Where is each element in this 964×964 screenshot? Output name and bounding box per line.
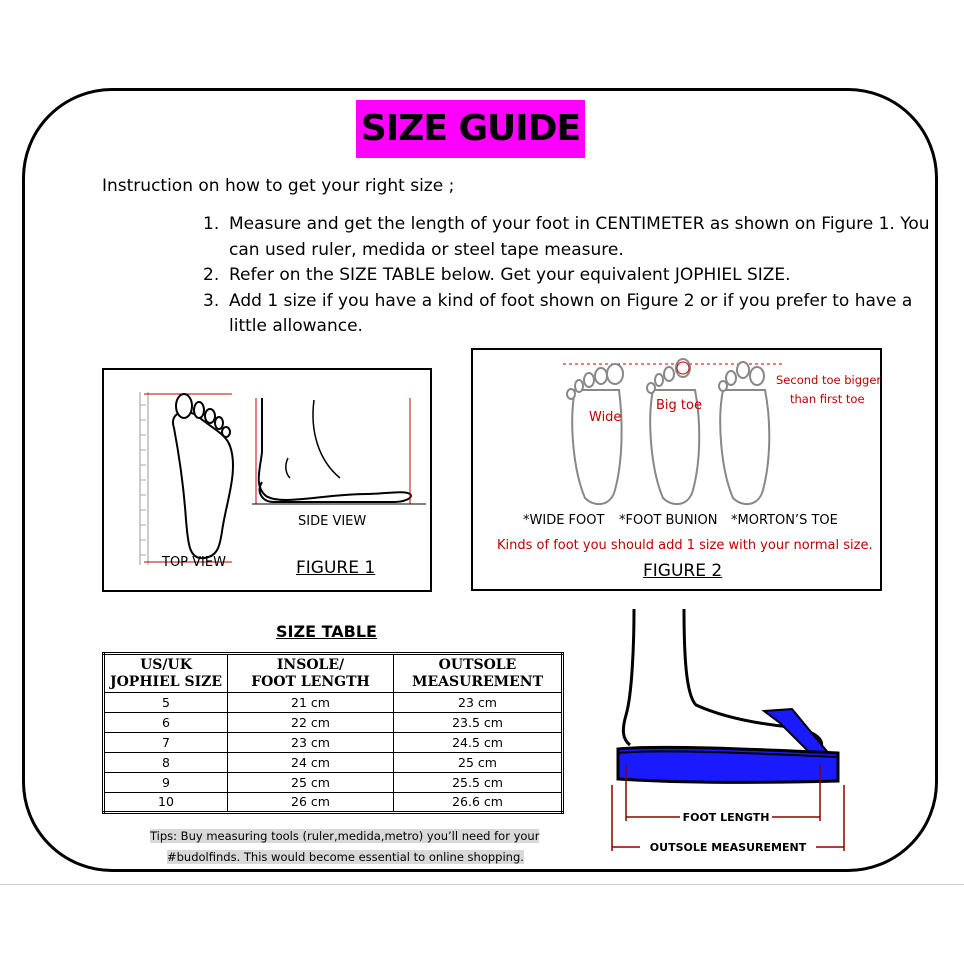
wide-label: Wide: [589, 410, 622, 425]
intro-text: Instruction on how to get your right size ;: [102, 176, 455, 196]
divider: [0, 884, 964, 885]
size-table: [102, 652, 564, 814]
column-header: INSOLE/ FOOT LENGTH: [228, 654, 394, 693]
bunion-foot-type: *FOOT BUNION: [619, 513, 718, 528]
wide-foot-type: *WIDE FOOT: [523, 513, 605, 528]
top-view-foot-icon: [173, 394, 233, 558]
figure-1-caption: FIGURE 1: [296, 558, 376, 578]
table-row: 8 24 cm 25 cm: [104, 753, 563, 773]
second-toe-label-2: than first toe: [790, 392, 865, 406]
step-item: 2. Refer on the SIZE TABLE below. Get your equivalent JOPHIEL SIZE.: [203, 265, 791, 285]
outsole-measurement-label: OUTSOLE MEASUREMENT: [649, 841, 807, 854]
top-view-label: TOP VIEW: [162, 555, 226, 570]
ruler-icon: [140, 392, 148, 565]
instruction-steps: [203, 212, 933, 340]
big-toe-label: Big toe: [656, 398, 702, 413]
page-title: SIZE GUIDE: [356, 100, 585, 158]
step-item: 1. Measure and get the length of your foot in CENTIMETER as shown on Figure 1. You can used ruler, medida or steel tape measure.: [203, 214, 930, 260]
table-row: 7 23 cm 24.5 cm: [104, 733, 563, 753]
table-row: 6 22 cm 23.5 cm: [104, 713, 563, 733]
column-header: OUTSOLE MEASUREMENT: [394, 654, 563, 693]
figure-2-note: Kinds of foot you should add 1 size with your normal size.: [497, 538, 873, 553]
foot-measure-illustration: [104, 370, 430, 590]
figure-1: [102, 368, 432, 592]
second-toe-label-1: Second toe bigger: [776, 373, 882, 387]
mortons-toe-type: *MORTON’S TOE: [731, 513, 838, 528]
step-text: Add 1 size if you have a kind of foot shown on Figure 2 or if you prefer to have a little allowance.: [229, 290, 913, 336]
tips-line-2: #budolfinds. This would become essential to online shopping.: [167, 850, 524, 864]
foot-length-label: FOOT LENGTH: [682, 811, 770, 824]
size-table-title: SIZE TABLE: [276, 622, 377, 641]
wide-foot-icon: [567, 364, 623, 504]
tips-line-1: Tips: Buy measuring tools (ruler,medida,metro) you’ll need for your: [150, 829, 540, 843]
figure-2: [471, 348, 882, 591]
mortons-toe-foot-icon: [719, 362, 769, 504]
column-header: US/UK JOPHIEL SIZE: [104, 654, 228, 693]
tips-note: [150, 826, 539, 868]
sandal-sole-icon: [618, 747, 838, 782]
sandal-strap-icon: [764, 709, 830, 755]
step-text: Refer on the SIZE TABLE below. Get your equivalent JOPHIEL SIZE.: [229, 265, 791, 285]
side-view-label: SIDE VIEW: [298, 514, 367, 529]
step-item: 3. Add 1 size if you have a kind of foot shown on Figure 2 or if you prefer to have a little allowance.: [203, 290, 913, 336]
side-view-foot-icon: [259, 398, 411, 502]
table-row: 5 21 cm 23 cm: [104, 693, 563, 713]
table-row: 10 26 cm 26.6 cm: [104, 793, 563, 813]
figure-2-caption: FIGURE 2: [643, 561, 723, 581]
table-row: 9 25 cm 25.5 cm: [104, 773, 563, 793]
bunion-foot-icon: [647, 359, 699, 504]
table-header-row: [104, 654, 563, 693]
sandal-measurement-diagram: [600, 605, 850, 860]
step-text: Measure and get the length of your foot in CENTIMETER as shown on Figure 1. You can used ruler, medida or steel tape measure.: [229, 214, 930, 260]
